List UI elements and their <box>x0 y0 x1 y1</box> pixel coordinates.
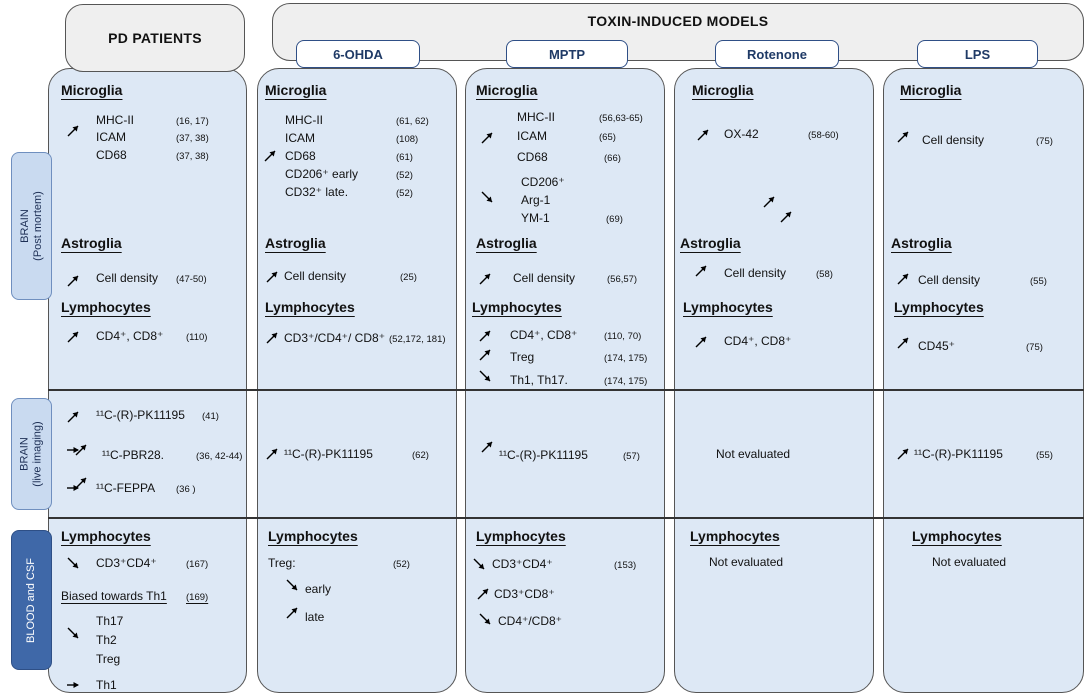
c3-live-ref: (57) <box>623 451 640 462</box>
c3-mg-ref: (65) <box>599 132 616 143</box>
c3-blood-down-arrow-icon <box>472 557 486 571</box>
c5-astro-ref: (55) <box>1030 276 1047 287</box>
c3-mg-item: ICAM <box>517 129 547 143</box>
column-lps <box>883 68 1084 693</box>
c1-astroglia-heading: Astroglia <box>61 235 122 251</box>
c1-live-up-arrow-icon <box>74 476 88 490</box>
c1-astro-up-arrow-icon <box>66 274 80 288</box>
row-divider-2 <box>48 517 1084 519</box>
c1-th1-item: Th1 <box>96 678 117 692</box>
side-label-brain-live-imaging: BRAIN (live imaging) <box>11 398 52 510</box>
c1-lymph-ref: (110) <box>186 332 208 343</box>
c1-live-ref: (41) <box>202 411 219 422</box>
c1-microglia-heading: Microglia <box>61 82 123 98</box>
c3-mg-item: MHC-II <box>517 110 555 124</box>
c3-microglia-up-arrow-icon <box>480 131 494 145</box>
c2-blood-lymphocytes-heading: Lymphocytes <box>268 528 358 544</box>
c2-lymphocytes-heading: Lymphocytes <box>265 299 355 315</box>
c1-blood-lymphocytes-heading: Lymphocytes <box>61 528 151 544</box>
c4-blood-not-evaluated: Not evaluated <box>709 555 784 569</box>
c5-blood-not-evaluated: Not evaluated <box>932 555 1007 569</box>
c5-astro-item: Cell density <box>918 273 981 287</box>
c5-blood-lymphocytes-heading: Lymphocytes <box>912 528 1002 544</box>
side-label-brain-post-mortem: BRAIN (Post mortem) <box>11 152 52 300</box>
c3-lymph-item: Treg <box>510 350 535 364</box>
c2-early-label: early <box>305 582 332 596</box>
c3-lymph-ref: (110, 70) <box>604 331 642 342</box>
c2-lymph-up-arrow-icon <box>265 331 279 345</box>
c3-lymph-down-arrow-icon <box>478 369 492 383</box>
c3-blood-down-arrow-icon <box>478 612 492 626</box>
c1-live-item: ¹¹C-PBR28. <box>102 448 165 462</box>
c2-mg-item: ICAM <box>285 131 315 145</box>
c5-lymph-up-arrow-icon <box>896 336 910 350</box>
c5-microglia-heading: Microglia <box>900 82 962 98</box>
c1-astro-ref: (47-50) <box>176 274 207 285</box>
c1-blood-down-arrow-icon <box>66 556 80 570</box>
c3-astroglia-heading: Astroglia <box>476 235 537 251</box>
c2-lymph-item: CD3⁺/CD4⁺/ CD8⁺ <box>284 331 386 345</box>
c1-lymph-item: CD4⁺, CD8⁺ <box>96 329 164 343</box>
c1-live-up-arrow-icon <box>66 410 80 424</box>
c4-lymph-item: CD4⁺, CD8⁺ <box>724 334 792 348</box>
c1-biased-ref: (169) <box>186 592 209 603</box>
c3-blood-item: CD4⁺/CD8⁺ <box>498 614 563 628</box>
c3-microglia-down-arrow-icon <box>480 190 494 204</box>
c2-mg-ref: (61) <box>396 152 413 163</box>
c1-live-item: ¹¹C-FEPPA <box>96 481 156 495</box>
c1-mg-item: CD68 <box>96 148 127 162</box>
c2-treg-label: Treg: <box>268 556 296 570</box>
c4-astro-up-arrow-icon <box>694 264 708 278</box>
c2-treg-ref: (52) <box>393 559 410 570</box>
c2-lymph-ref: (52,172, 181) <box>389 334 446 345</box>
c2-late-label: late <box>305 610 325 624</box>
c3-lymph-up-arrow-icon <box>478 348 492 362</box>
column-rotenone <box>674 68 874 693</box>
tab-6-ohda: 6-OHDA <box>296 40 420 68</box>
c3-live-up-arrow-icon <box>480 440 494 454</box>
c2-astroglia-heading: Astroglia <box>265 235 326 251</box>
tab-mptp: MPTP <box>506 40 628 68</box>
c2-early-down-arrow-icon <box>285 578 299 592</box>
c1-live-ref: (36, 42-44) <box>196 451 243 462</box>
c5-astro-up-arrow-icon <box>896 272 910 286</box>
c1-live-up-arrow-icon <box>74 443 88 457</box>
c2-astro-item: Cell density <box>284 269 347 283</box>
c2-mg-ref: (61, 62) <box>396 116 429 127</box>
c5-mg-item: Cell density <box>922 133 985 147</box>
c3-mg-item: CD68 <box>517 150 548 164</box>
c3-astro-item: Cell density <box>513 271 576 285</box>
c1-mg-ref: (37, 38) <box>176 151 209 162</box>
c1-lymph-up-arrow-icon <box>66 330 80 344</box>
c1-live-item: ¹¹C-(R)-PK11195 <box>96 408 185 422</box>
c2-microglia-heading: Microglia <box>265 82 327 98</box>
c4-microglia-up-arrow-icon <box>696 128 710 142</box>
c3-lymph-up-arrow-icon <box>478 329 492 343</box>
c1-t-item: Treg <box>96 652 121 666</box>
c2-late-up-arrow-icon <box>285 606 299 620</box>
c4-lymphocytes-heading: Lymphocytes <box>683 299 773 315</box>
c5-lymphocytes-heading: Lymphocytes <box>894 299 984 315</box>
tab-rotenone: Rotenone <box>715 40 839 68</box>
c2-live-ref: (62) <box>412 450 429 461</box>
row-divider-1 <box>48 389 1084 391</box>
c3-mg-ref: (66) <box>604 153 621 164</box>
c5-live-up-arrow-icon <box>896 447 910 461</box>
c2-mg-ref: (108) <box>396 134 419 145</box>
c4-live-not-evaluated: Not evaluated <box>716 447 791 461</box>
toxin-models-title: TOXIN-INDUCED MODELS <box>587 13 769 29</box>
c4-decor-up-arrow-icon <box>762 195 776 209</box>
c1-lymphocytes-heading: Lymphocytes <box>61 299 151 315</box>
c1-live-ref: (36 ) <box>176 484 196 495</box>
c3-blood-ref: (153) <box>614 560 637 571</box>
c1-mg-item: MHC-II <box>96 113 134 127</box>
c1-mg-item: ICAM <box>96 130 126 144</box>
c3-live-item: ¹¹C-(R)-PK11195 <box>499 448 588 462</box>
c5-live-item: ¹¹C-(R)-PK11195 <box>914 447 1003 461</box>
c3-down-ref: (69) <box>606 214 623 225</box>
c2-microglia-up-arrow-icon <box>263 149 277 163</box>
c2-mg-ref: (52) <box>396 170 413 181</box>
c2-astro-up-arrow-icon <box>265 270 279 284</box>
c3-lymph-item: Th1, Th17. <box>510 373 568 387</box>
c1-microglia-up-arrow-icon <box>66 124 80 138</box>
c2-mg-item: CD206⁺ early <box>285 167 359 181</box>
c1-mg-ref: (16, 17) <box>176 116 209 127</box>
c1-blood-right-arrow-icon <box>66 678 80 692</box>
c5-microglia-up-arrow-icon <box>896 130 910 144</box>
c4-decor-up-arrow-icon <box>779 210 793 224</box>
c1-t-item: Th17 <box>96 614 124 628</box>
c3-down-item: Arg-1 <box>521 193 551 207</box>
c1-biased-label: Biased towards Th1 <box>61 589 167 603</box>
c3-astro-ref: (56,57) <box>607 274 638 285</box>
c1-blood-down-arrow-icon <box>66 626 80 640</box>
c5-astroglia-heading: Astroglia <box>891 235 952 251</box>
c1-blood-item: CD3⁺CD4⁺ <box>96 556 157 570</box>
c3-lymph-item: CD4⁺, CD8⁺ <box>510 328 578 342</box>
c2-mg-item: CD68 <box>285 149 316 163</box>
c2-mg-item: MHC-II <box>285 113 323 127</box>
c4-blood-lymphocytes-heading: Lymphocytes <box>690 528 780 544</box>
c4-mg-item: OX-42 <box>724 127 759 141</box>
c2-live-item: ¹¹C-(R)-PK11195 <box>284 447 373 461</box>
c4-astro-item: Cell density <box>724 266 787 280</box>
c3-lymph-ref: (174, 175) <box>604 376 648 387</box>
c1-mg-ref: (37, 38) <box>176 133 209 144</box>
c3-astro-up-arrow-icon <box>478 272 492 286</box>
c5-lymph-item: CD45⁺ <box>918 339 956 353</box>
c3-mg-ref: (56,63-65) <box>599 113 643 124</box>
c4-astro-ref: (58) <box>816 269 833 280</box>
c4-astroglia-heading: Astroglia <box>680 235 741 251</box>
c1-astro-item: Cell density <box>96 271 159 285</box>
c5-lymph-ref: (75) <box>1026 342 1043 353</box>
c5-mg-ref: (75) <box>1036 136 1053 147</box>
pd-patients-header: PD PATIENTS <box>65 4 245 72</box>
c3-blood-up-arrow-icon <box>476 587 490 601</box>
tab-lps: LPS <box>917 40 1038 68</box>
c2-live-up-arrow-icon <box>265 447 279 461</box>
c4-mg-ref: (58-60) <box>808 130 839 141</box>
c3-blood-item: CD3⁺CD8⁺ <box>494 587 555 601</box>
c3-blood-item: CD3⁺CD4⁺ <box>492 557 553 571</box>
c2-mg-item: CD32⁺ late. <box>285 185 349 199</box>
c4-microglia-heading: Microglia <box>692 82 754 98</box>
c3-down-item: CD206⁺ <box>521 175 565 189</box>
c3-microglia-heading: Microglia <box>476 82 538 98</box>
side-label-blood-csf: BLOOD and CSF <box>11 530 52 670</box>
c4-lymph-up-arrow-icon <box>694 335 708 349</box>
c2-astro-ref: (25) <box>400 272 417 283</box>
c3-lymphocytes-heading: Lymphocytes <box>472 299 562 315</box>
c3-down-item: YM-1 <box>521 211 550 225</box>
c1-t-item: Th2 <box>96 633 117 647</box>
c5-live-ref: (55) <box>1036 450 1053 461</box>
c1-blood-ref: (167) <box>186 559 209 570</box>
c3-blood-lymphocytes-heading: Lymphocytes <box>476 528 566 544</box>
c3-lymph-ref: (174, 175) <box>604 353 648 364</box>
c2-mg-ref: (52) <box>396 188 413 199</box>
